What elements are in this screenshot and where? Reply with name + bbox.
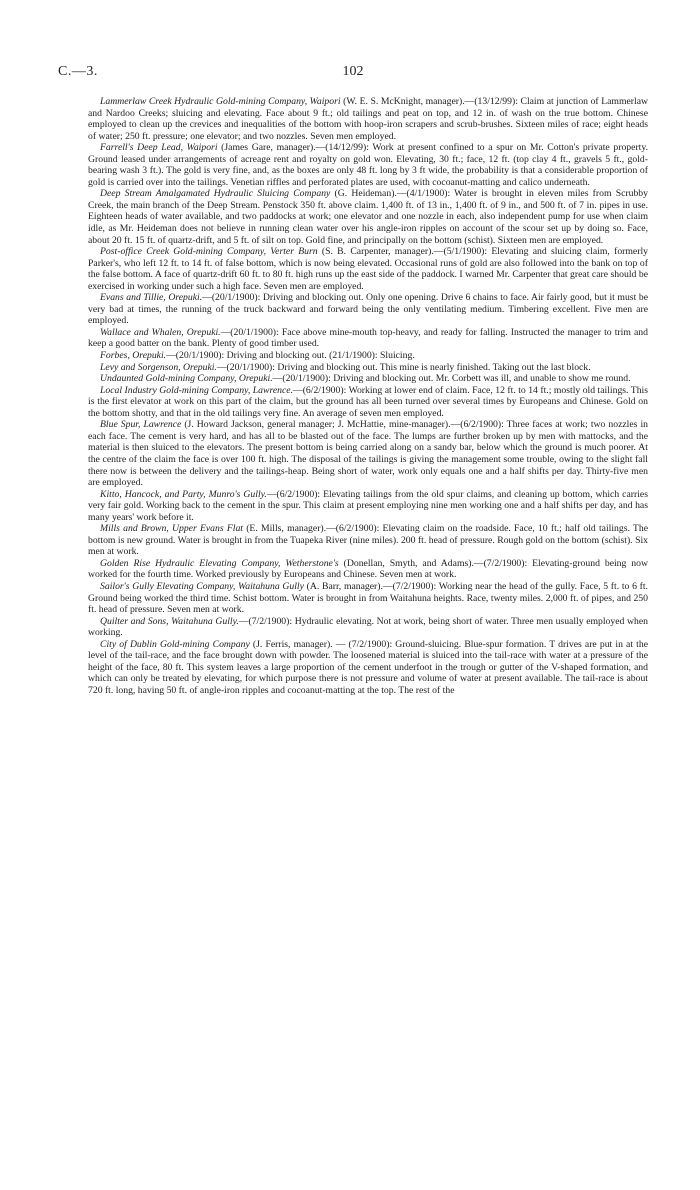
entry-paragraph [88, 558, 648, 581]
entry-text: (Donellan, Smyth, and Adams).—(7/2/1900): Elevating-ground being now worked for the fourth time. Worked previously by Europeans and Chinese. Seven men at work. [88, 557, 648, 581]
claim-name: Levy and Sorgenson, Orepuki. [100, 361, 217, 373]
claim-name: Sailor's Gully Elevating Company, Waitahuna Gully [100, 580, 304, 592]
page-number: 102 [342, 64, 364, 79]
entry-text: —(20/1/1900): Driving and blocking out. This mine is nearly finished. Taking out the last block. [216, 361, 591, 373]
entry-text: —(20/1/1900): Driving and blocking out. Mr. Corbett was ill, and unable to show me round. [272, 373, 631, 385]
claim-name: Mills and Brown, Upper Evans Flat [100, 523, 243, 535]
claim-name: Quilter and Sons, Waitahuna Gully. [100, 615, 239, 627]
entry-paragraph [88, 581, 648, 616]
entry-text: (W. E. S. McKnight, manager).—(13/12/99): Claim at junction of Lammerlaw and Nardoo Creeks; sluicing and elevating. Face about 9 ft.; old tailings and peat on top, and 12 in. of wash on the true bottom. Chinese employed to clean up the crevices and inequalities of the bottom with hoop-iron scrapers and scrub-brushes. Sixteen miles of race; eight heads of water; 250 ft. pressure; one elevator; and two nozzles. Seven men employed. [88, 96, 649, 142]
entry-text: (James Gare, manager).—(14/12/99): Work at present confined to a spur on Mr. Cotton's private property. Ground leased under arrangements of acreage rent and royalty on gold won. Elevating, 30 ft.; face, 12 ft. (top clay 4 ft., gravels 5 ft., gold-bearing wash 3 ft.). The gold is very fine, and, as the boxes are only 48 ft. long by 3 ft wide, the probability is that a considerable proportion of gold is carried over into the tailings. Venetian riffles and perforated plates are used, with cocoanut-matting and calico underneath. [88, 142, 648, 188]
page-header [58, 64, 648, 84]
entry-text: (A. Barr, manager).—(7/2/1900): Working near the head of the gully. Face, 5 ft. to 6 ft. Ground being worked the third time. Schist bottom. Water is brought in from Waitahuna heights. Race, twenty miles. 2,000 ft. of pipes, and 250 ft. head of pressure. Seven men at work. [88, 580, 648, 616]
entry-text: (S. B. Carpenter, manager).—(5/1/1900): Elevating and sluicing claim, formerly Parker's, who left 12 ft. to 14 ft. of false bottom, which is now being elevated. Occasional runs of gold are also followed into the bank on top of the false bottom. A face of quartz-drift 60 ft. to 80 ft. high runs up the east side of the paddock. I warned Mr. Carpenter that great care should be exercised in working under such a high face. Seven men are employed. [88, 246, 648, 292]
claim-name: Post-office Creek Gold-mining Company, Verter Burn [100, 246, 318, 258]
entry-text: (G. Heideman).—(4/1/1900): Water is brought in eleven miles from Scrubby Creek, the main branch of the Deep Stream. Penstock 350 ft. above claim. 1,400 ft. of 13 in., 1,400 ft. of 9 in., and 500 ft. of 7 in. pipes in use. Eighteen heads of water available, and two paddocks at work; one elevator and one nozzle in each, also independent pump for use when claim idle, as Mr. Heideman does not believe in running clean water over his angle-iron ripples on account of the scour set up by doing so. Face, about 20 ft. 15 ft. of quartz-drift, and 5 ft. of silt on top. Gold fine, and principally on the bottom (schist). Sixteen men are employed. [88, 188, 648, 246]
claim-name: Wallace and Whalen, Orepuki. [100, 326, 221, 338]
entry-text: —(20/1/1900): Driving and blocking out. Only one opening. Drive 6 chains to face. Air fairly good, but it must be very bad at times, the running of the truck backward and forward being the only ventilating medium. Timbering excellent. Five men are employed. [88, 292, 648, 327]
entry-text: (E. Mills, manager).—(6/2/1900): Elevating claim on the roadside. Face, 10 ft.; half old tailings. The bottom is new ground. Water is brought in from the Tuapeka River (nine miles). 200 ft. head of pressure. Rough gold on the bottom (schist). Six men at work. [88, 523, 648, 558]
claim-name: Evans and Tillie, Orepuki. [100, 292, 203, 304]
entry-paragraph [88, 292, 648, 327]
entry-paragraph [88, 489, 648, 524]
entry-paragraph [88, 350, 648, 362]
entry-paragraph [88, 385, 648, 420]
claim-name: Farrell's Deep Lead, Waipori [100, 142, 218, 154]
claim-name: Kitto, Hancock, and Party, Munro's Gully. [100, 488, 267, 500]
claim-name: Undaunted Gold-mining Company, Orepuki. [100, 373, 273, 385]
claim-name: City of Dublin Gold-mining Company [100, 638, 250, 650]
entry-text: (J. Ferris, manager). — (7/2/1900): Ground-sluicing. Blue-spur formation. T drives are put in at the level of the tail-race, and the face brought down with powder. The loosened material is sluiced into the tail-race with water at a pressure of the height of the face, 80 ft. This system leaves a large proportion of the cement underfoot in the trough or gutter of the V-shaped formation, and which can only be treated by elevating, for which purpose there is not pressure and volume of water at present available. The tail-race is about 720 ft. long, having 50 ft. of angle-iron ripples and cocoanut-matting at the top. The rest of the [88, 638, 648, 696]
entry-text: —(6/2/1900): Working at lower end of claim. Face, 12 ft. to 14 ft.; mostly old tailings. This is the first elevator at work on this part of the claim, but the ground has all been turned over several times by Europeans and Chinese. Gold on the bottom shotty, and that in the old tailings very fine. An average of seven men employed. [88, 384, 648, 419]
entry-paragraph [88, 616, 648, 639]
entry-text: —(7/2/1900): Hydraulic elevating. Not at work, being short of water. Three men usually employed when working. [88, 615, 649, 639]
entry-text: —(20/1/1900): Face above mine-mouth top-heavy, and ready for falling. Instructed the manager to trim and keep a good batter on the bank. Plenty of good timber used. [88, 326, 648, 350]
entry-paragraph [88, 419, 648, 488]
entry-paragraph [88, 639, 648, 697]
entry-paragraph [88, 327, 648, 350]
entry-paragraph [88, 362, 648, 374]
entry-paragraph [88, 142, 648, 188]
claim-name: Forbes, Orepuki. [100, 350, 167, 362]
claim-name: Blue Spur, Lawrence [100, 419, 182, 431]
entry-text: (J. Howard Jackson, general manager; J. McHattie, mine-manager).—(6/2/1900): Three faces at work; two nozzles in each face. The cement is very hard, and has all to be blasted out of the face. The lumps are further broken up by men with mattocks, and the material is then sluiced to the elevators. The present bottom is being carried along on a sandy bar, below which the ground is much poorer. At the centre of the claim the face is over 100 ft. high. The disposal of the tailings is giving the management some trouble, owing to the slight fall there now is between the delivery and the tailings-heap. Being short of water, work only equals one and a half shifts per day. Thirty-five men are employed. [88, 419, 648, 489]
claim-name: Golden Rise Hydraulic Elevating Company, Wetherstone's [100, 557, 339, 569]
claim-name: Deep Stream Amalgamated Hydraulic Sluicing Company [100, 188, 331, 200]
document-reference: C.—3. [58, 64, 98, 79]
entry-text: —(20/1/1900): Driving and blocking out. (21/1/1900): Sluicing. [166, 350, 415, 362]
entry-paragraph [88, 96, 648, 142]
entry-paragraph [88, 188, 648, 246]
entry-paragraph [88, 373, 648, 385]
claim-name: Local Industry Gold-mining Company, Lawrence. [100, 384, 294, 396]
claim-name: Lammerlaw Creek Hydraulic Gold-mining Company, Waipori [100, 96, 341, 107]
entry-paragraph [88, 246, 648, 292]
entry-paragraph [88, 523, 648, 558]
entry-text: —(6/2/1900): Elevating tailings from the old spur claims, and cleaning up bottom, which carries very fair gold. Working back to the cement in the spur. This claim at present employing nine men working one and a half shifts per day, and has many years' work before it. [88, 488, 648, 523]
report-body [88, 96, 648, 696]
